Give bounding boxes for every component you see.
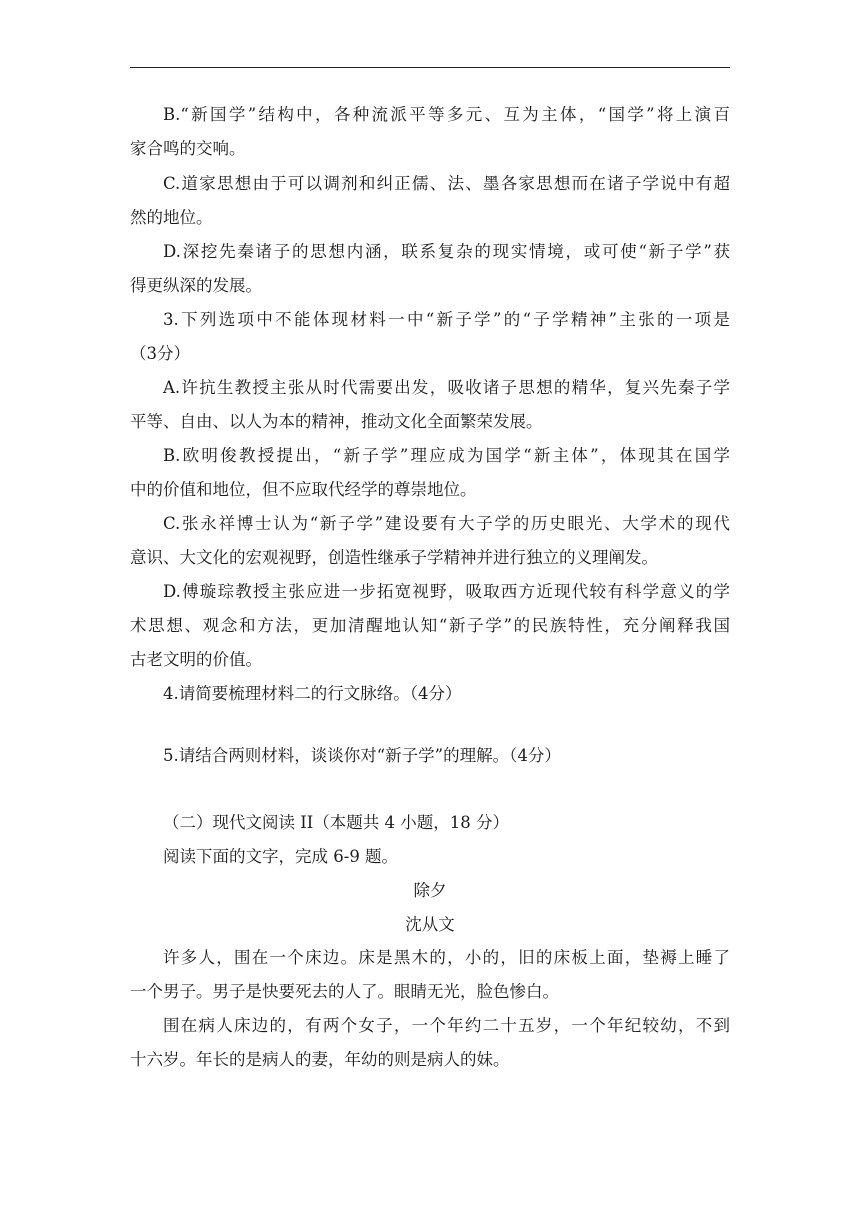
q3-option-d-line-1: D.傅璇琮教授主张应进一步拓宽视野，吸取西方近现代较有科学意义的学 <box>163 582 730 601</box>
option-c-line-2: 然的地位。 <box>130 208 213 227</box>
reading-instruction: 阅读下面的文字，完成 6-9 题。 <box>163 847 399 866</box>
story-p2-line-2: 十六岁。年长的是病人的妻，年幼的则是病人的妹。 <box>130 1050 510 1069</box>
q3-option-c-line-1: C.张永祥博士认为“新子学”建设要有大子学的历史眼光、大学术的现代 <box>163 514 730 533</box>
question-3-line-2: （3分） <box>130 344 190 363</box>
story-author: 沈从文 <box>405 915 455 934</box>
q3-option-a-line-1: A.许抗生教授主张从时代需要出发，吸收诸子思想的精华，复兴先秦子学 <box>163 378 730 397</box>
option-d-line-1: D.深挖先秦诸子的思想内涵，联系复杂的现实情境，或可使“新子学”获 <box>163 242 730 261</box>
option-b-line-2: 家合鸣的交响。 <box>130 139 246 158</box>
q3-option-b-line-2: 中的价值和地位，但不应取代经学的尊崇地位。 <box>130 480 477 499</box>
section-heading: （二）现代文阅读 II（本题共 4 小题，18 分） <box>163 813 510 832</box>
question-5: 5.请结合两则材料，谈谈你对“新子学”的理解。（4分） <box>163 746 561 765</box>
q3-option-d-line-2: 术思想、观念和方法，更加清醒地认知“新子学”的民族特性，充分阐释我国 <box>130 616 730 635</box>
option-b-line-1: B.“新国学”结构中，各种流派平等多元、互为主体，“国学”将上演百 <box>163 105 730 124</box>
q3-option-c-line-2: 意识、大文化的宏观视野，创造性继承子学精神并进行独立的义理阐发。 <box>130 548 658 567</box>
story-p2-line-1: 围在病人床边的，有两个女子，一个年约二十五岁，一个年纪较幼，不到 <box>163 1016 730 1035</box>
story-p1-line-2: 一个男子。男子是快要死去的人了。眼睛无光，脸色惨白。 <box>130 982 559 1001</box>
option-d-line-2: 得更纵深的发展。 <box>130 276 262 295</box>
question-3-line-1: 3.下列选项中不能体现材料一中“新子学”的“子学精神”主张的一项是 <box>163 310 730 329</box>
header-rule <box>130 67 730 68</box>
story-p1-line-1: 许多人，围在一个床边。床是黑木的，小的，旧的床板上面，垫褥上睡了 <box>163 948 730 967</box>
story-title: 除夕 <box>413 881 447 900</box>
option-c-line-1: C.道家思想由于可以调剂和纠正儒、法、墨各家思想而在诸子学说中有超 <box>163 174 730 193</box>
q3-option-d-line-3: 古老文明的价值。 <box>130 650 262 669</box>
q3-option-b-line-1: B.欧明俊教授提出，“新子学”理应成为国学“新主体”，体现其在国学 <box>163 446 730 465</box>
q3-option-a-line-2: 平等、自由、以人为本的精神，推动文化全面繁荣发展。 <box>130 412 543 431</box>
question-4: 4.请简要梳理材料二的行文脉络。（4分） <box>163 684 462 703</box>
